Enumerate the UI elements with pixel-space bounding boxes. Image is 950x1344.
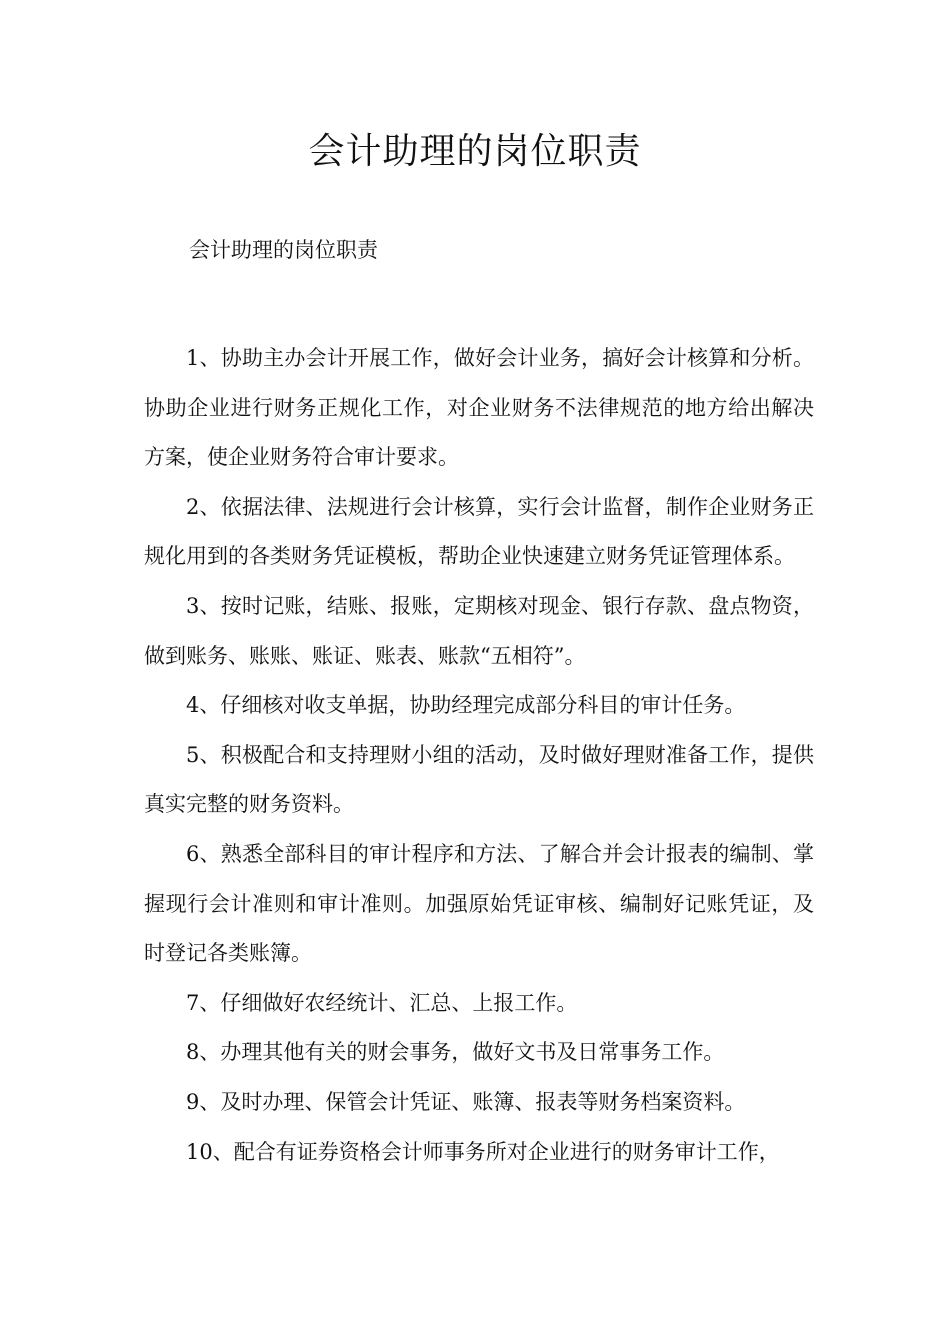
paragraph-2: 2、依据法律、法规进行会计核算，实行会计监督，制作企业财务正规化用到的各类财务凭证模板，帮助企业快速建立财务凭证管理体系。 — [144, 494, 814, 569]
paragraph-4: 4、仔细核对收支单据，协助经理完成部分科目的审计任务。 — [186, 693, 746, 718]
paragraph-9: 9、及时办理、保管会计凭证、账簿、报表等财务档案资料。 — [186, 1089, 746, 1114]
paragraph-8: 8、办理其他有关的财会事务，做好文书及日常事务工作。 — [186, 1040, 725, 1065]
paragraph-1: 1、协助主办会计开展工作，做好会计业务，搞好会计核算和分析。协助企业进行财务正规化工作，对企业财务不法律规范的地方给出解决方案，使企业财务符合审计要求。 — [144, 346, 814, 470]
paragraph-7: 7、仔细做好农经统计、汇总、上报工作。 — [186, 990, 578, 1015]
document-title: 会计助理的岗位职责 — [308, 131, 642, 172]
paragraph-6: 6、熟悉全部科目的审计程序和方法、了解合并会计报表的编制、掌握现行会计准则和审计准则。加强原始凭证审核、编制好记账凭证，及时登记各类账簿。 — [144, 841, 814, 966]
document-subtitle: 会计助理的岗位职责 — [189, 238, 378, 262]
paragraph-5: 5、积极配合和支持理财小组的活动，及时做好理财准备工作，提供真实完整的财务资料。 — [144, 742, 814, 817]
document-body — [144, 334, 814, 1177]
paragraph-10: 10、配合有证券资格会计师事务所对企业进行的财务审计工作， — [186, 1139, 780, 1164]
paragraph-3: 3、按时记账，结账、报账，定期核对现金、银行存款、盘点物资，做到账务、账账、账证、账表、账款“五相符”。 — [144, 593, 814, 668]
